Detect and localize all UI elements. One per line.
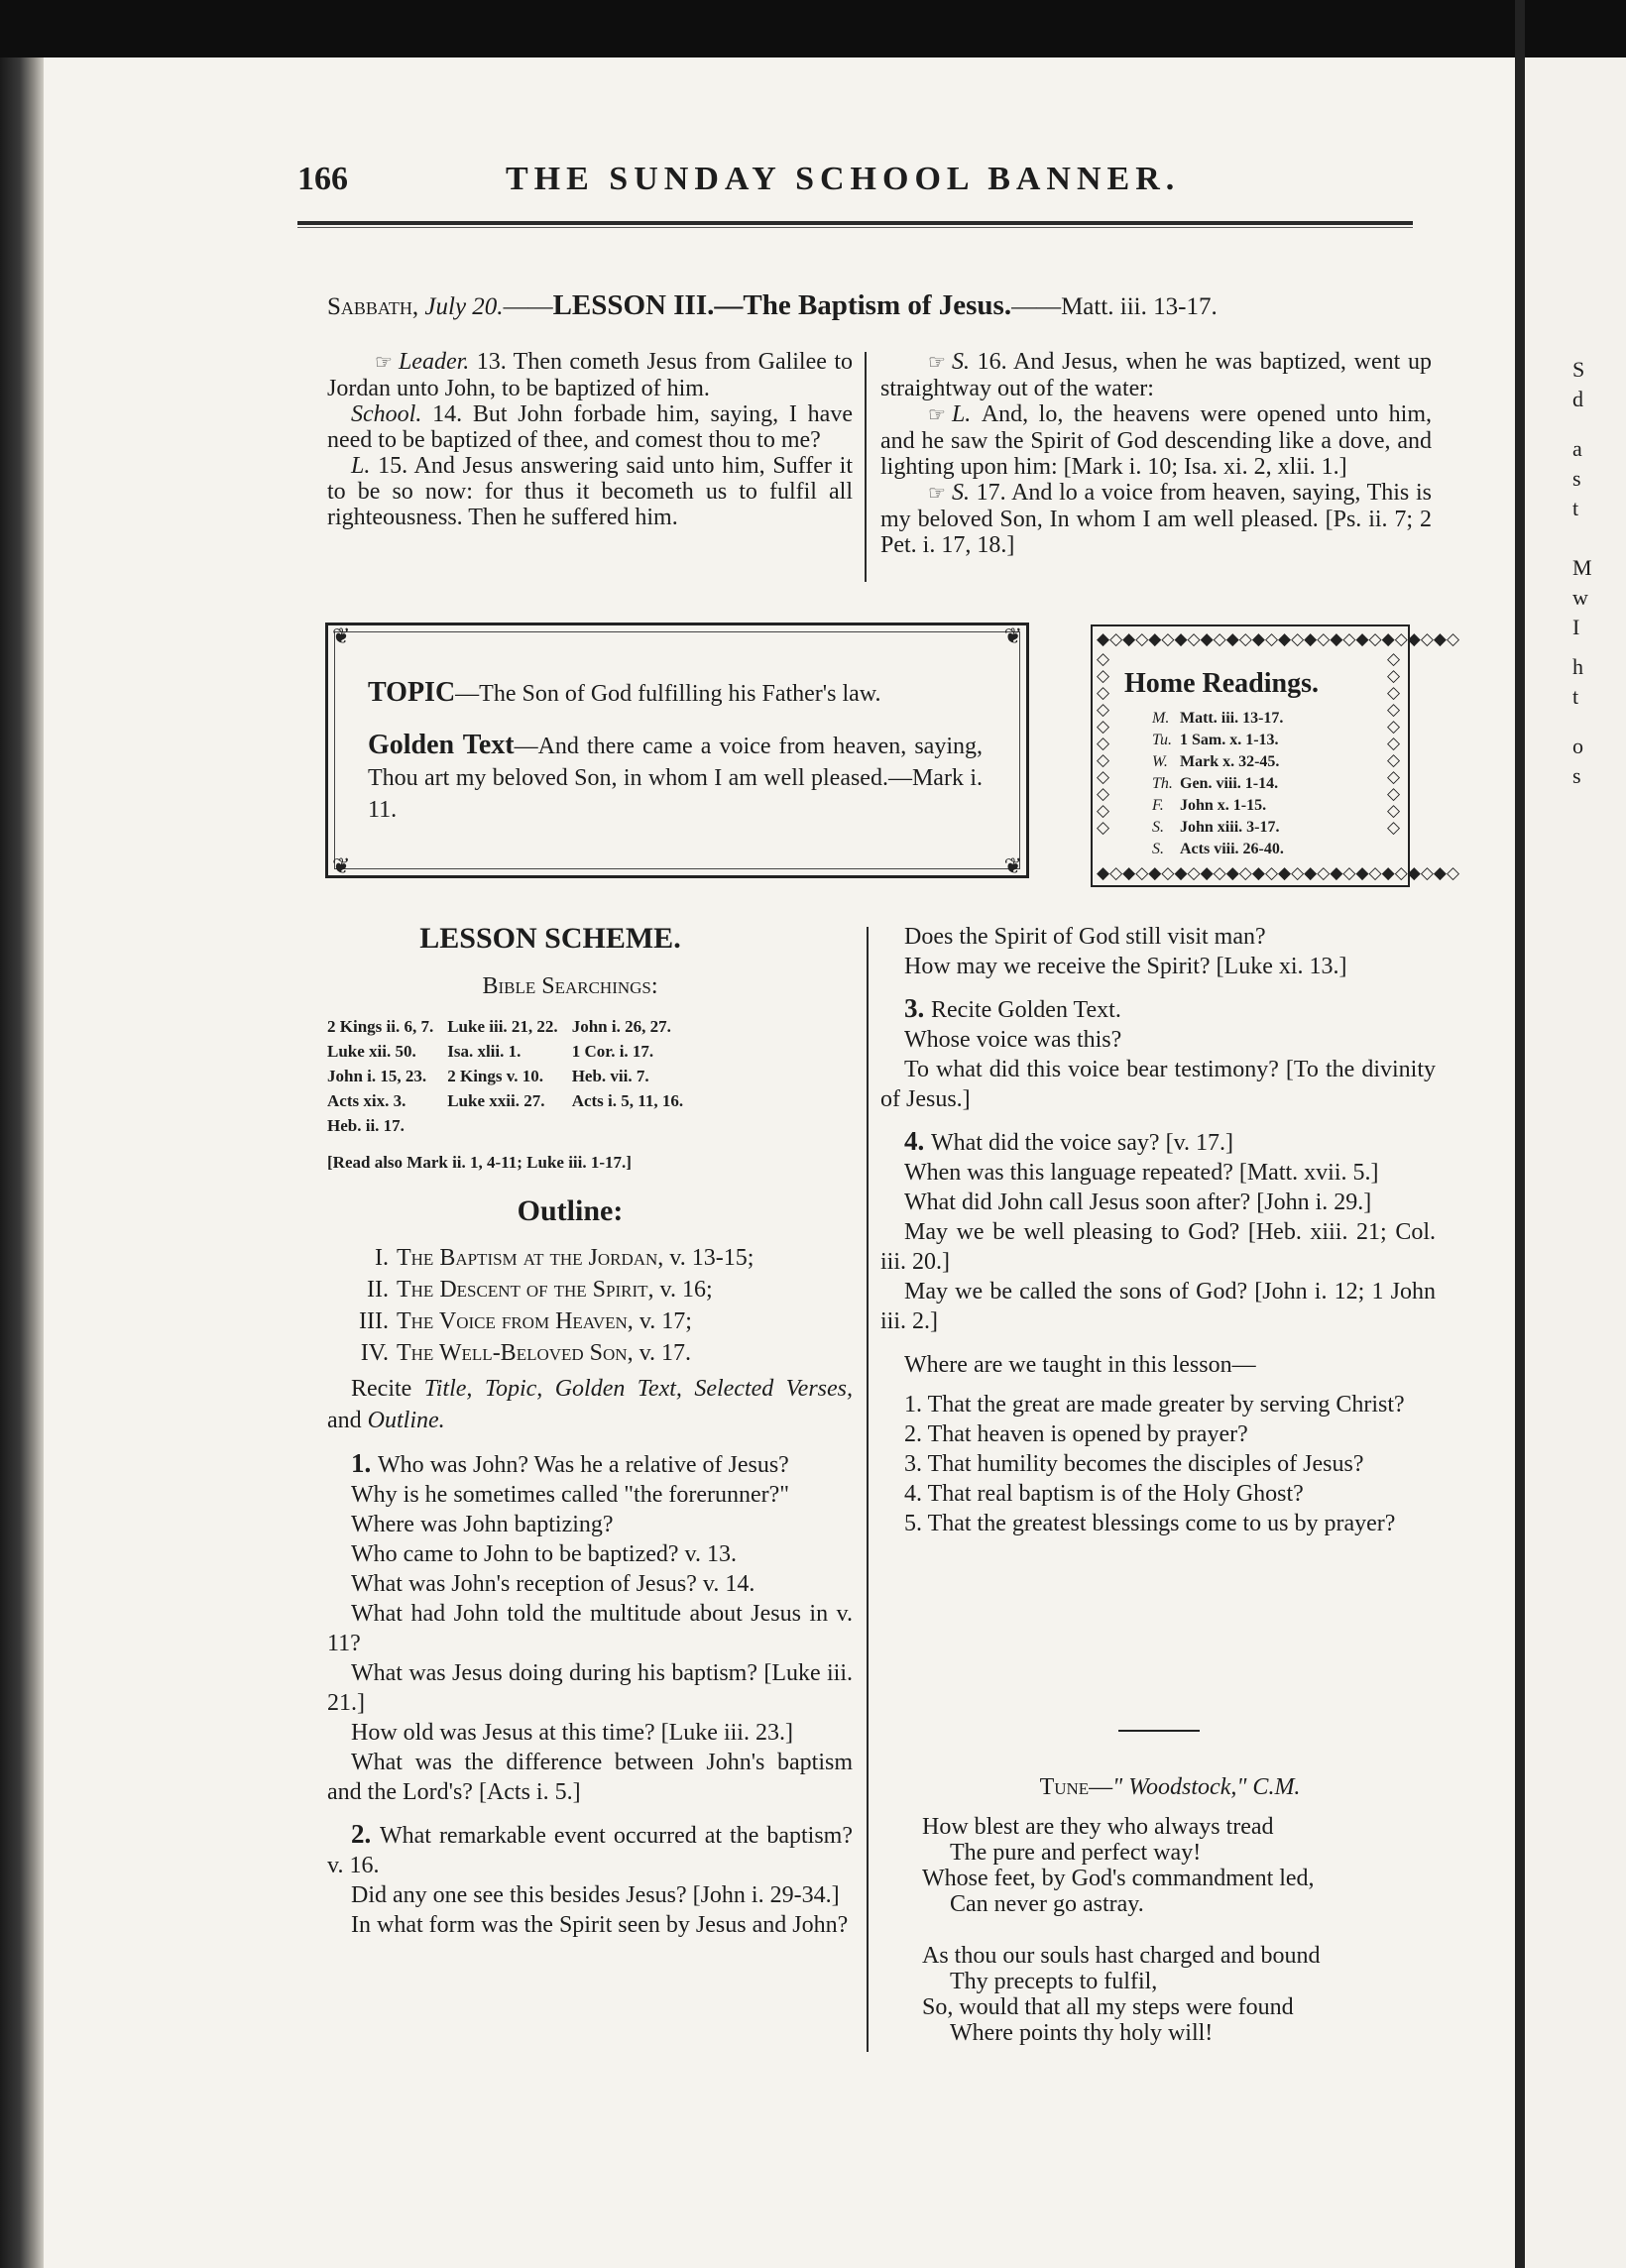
reference-cell: John i. 15, 23. (327, 1067, 427, 1085)
home-readings-box (1091, 624, 1460, 887)
lesson-dash: — (714, 289, 744, 321)
question (880, 952, 1436, 981)
reading-ref: John x. 1-15. (1180, 797, 1267, 814)
speaker-label: S. (951, 349, 978, 375)
verse-text: 13. Then cometh Jesus from Galilee to Jordan unto John, to be baptized of him. (327, 349, 853, 401)
reading-day: Tu. (1152, 732, 1173, 748)
question-text: Who was John? Was he a relative of Jesus? (378, 1452, 789, 1478)
question (880, 1277, 1436, 1336)
question (880, 1158, 1436, 1188)
reference-cell: John i. 26, 27. (571, 1017, 671, 1036)
ornament-border-left: ◇ ◇ ◇ ◇ ◇ ◇ ◇ ◇ ◇ ◇ ◇ (1097, 649, 1110, 837)
question-text: Why is he sometimes called "the forerunner?" (351, 1482, 790, 1508)
question-text: Who came to John to be baptized? v. 13. (351, 1541, 737, 1567)
question (327, 1880, 853, 1910)
facing-page-letter: d (1572, 387, 1583, 411)
outline-item (327, 1274, 853, 1305)
pointing-hand-icon: ☞ (375, 352, 393, 374)
home-reading-item (1152, 730, 1284, 751)
reading-day: F. (1152, 797, 1164, 814)
reading-ref: 1 Sam. x. 1-13. (1180, 732, 1279, 748)
outline-numeral: II. (367, 1277, 389, 1303)
outline-heading: The Descent of the Spirit, (397, 1277, 660, 1303)
outline-item (327, 1337, 853, 1369)
question-number: 3. (904, 993, 931, 1023)
reference-row (327, 1039, 697, 1064)
outline-heading: The Voice from Heaven, (397, 1308, 639, 1334)
outline-heading: The Baptism at the Jordan, (397, 1245, 670, 1271)
question-text: How old was Jesus at this time? [Luke iii. 23.] (351, 1720, 793, 1746)
question (327, 1480, 853, 1510)
header-rule (297, 221, 1413, 225)
question-text: What did the voice say? [v. 17.] (931, 1130, 1234, 1156)
hymn-line: So, would that all my steps were found (922, 1994, 1294, 2020)
facing-page-letter: I (1572, 615, 1580, 639)
questions-right (880, 922, 1436, 1538)
facing-page-letter: s (1572, 466, 1581, 491)
question (327, 1569, 853, 1599)
reading-day: W. (1152, 753, 1168, 770)
facing-page-letter: M (1572, 555, 1592, 580)
question (880, 1350, 1436, 1380)
facing-page-letter: a (1572, 436, 1582, 461)
column-divider (867, 927, 869, 2052)
hymn-line: Whose feet, by God's commandment led, (922, 1866, 1315, 1891)
corner-ornament: ❦ (332, 853, 351, 878)
outline-numeral: I. (375, 1245, 389, 1271)
outline-item (327, 1305, 853, 1337)
hymn-line: Thy precepts to fulfil, (950, 1969, 1158, 1994)
question-number: 4. (904, 1126, 931, 1156)
reference-cell: 2 Kings ii. 6, 7. (327, 1017, 434, 1036)
lesson-number: LESSON III. (552, 289, 715, 321)
reading-ref: Matt. iii. 13-17. (1180, 710, 1284, 727)
outline-numeral: IV. (360, 1340, 389, 1366)
outline-ref: v. 16; (659, 1277, 713, 1303)
reading-ref: Gen. viii. 1-14. (1180, 775, 1279, 792)
responsive-reading-right (880, 349, 1432, 558)
question (327, 1658, 853, 1718)
responsive-verse (880, 349, 1432, 401)
reading-ref: Acts viii. 26-40. (1180, 841, 1284, 857)
question (880, 1479, 1436, 1509)
hymn-line: Can never go astray. (950, 1891, 1144, 1917)
verse-text: 15. And Jesus answering said unto him, Suffer it to be so now: for thus it becometh us to fulfil all righteousness. Then he suffered him. (327, 453, 853, 530)
topic-text: —The Son of God fulfilling his Father's law. (455, 681, 881, 707)
corner-ornament: ❦ (1003, 624, 1022, 648)
reference-row (327, 1088, 697, 1113)
question (880, 1449, 1436, 1479)
question-number: 1. (351, 1448, 378, 1478)
lesson-date: July 20. (424, 293, 504, 320)
topic-text-block (368, 677, 983, 826)
question-text: Recite Golden Text. (931, 997, 1121, 1023)
reference-row (327, 1014, 697, 1039)
home-reading-item (1152, 795, 1284, 817)
outline-item (327, 1242, 853, 1274)
question-text: In what form was the Spirit seen by Jesus and John? (351, 1912, 849, 1938)
responsive-verse (880, 480, 1432, 558)
outline-ref: v. 17. (639, 1340, 692, 1366)
hymn-line: How blest are they who always tread (922, 1814, 1274, 1840)
question-number: 2. (351, 1819, 380, 1849)
reference-cell: 2 Kings v. 10. (447, 1067, 544, 1085)
verse-text: And, lo, the heavens were opened unto him, and he saw the Spirit of God descending like a dove, and lighting upon him: [Mark i. 10; Isa. xi. 2, xlii. 1.] (880, 401, 1432, 480)
corner-ornament: ❦ (1003, 853, 1022, 878)
pointing-hand-icon: ☞ (928, 483, 946, 505)
reference-cell (447, 1113, 571, 1138)
question (327, 1819, 853, 1880)
reference-row (327, 1113, 697, 1138)
reading-ref: John xiii. 3-17. (1180, 819, 1280, 836)
home-reading-item (1152, 839, 1284, 860)
speaker-label: Leader. (398, 349, 477, 375)
question-text: What did John call Jesus soon after? [John i. 29.] (904, 1190, 1372, 1215)
question-text: How may we receive the Spirit? [Luke xi. 13.] (904, 954, 1347, 979)
question (327, 1718, 853, 1748)
facing-page-letter: t (1572, 496, 1579, 520)
reference-row (327, 1064, 697, 1088)
tune-label: Tune— (1039, 1774, 1113, 1800)
question (880, 1217, 1436, 1277)
bible-searchings-heading: Bible Searchings: (482, 973, 658, 999)
question (880, 1025, 1436, 1055)
golden-text-label: Golden Text (368, 730, 515, 760)
golden-text: —And there came a voice from heaven, saying, Thou art my beloved Son, in whom I am well pleased.—Mark i. 11. (368, 734, 983, 823)
reading-day: S. (1152, 841, 1164, 857)
recite-instruction (327, 1373, 853, 1436)
lesson-scripture-ref: Matt. iii. 13-17. (1061, 293, 1218, 320)
questions-right-column (880, 922, 1436, 1538)
facing-page-letter: o (1572, 734, 1583, 758)
reference-cell: 1 Cor. i. 17. (571, 1042, 654, 1061)
outline-title: Outline: (517, 1194, 624, 1227)
outline-numeral: III. (359, 1308, 389, 1334)
page-gutter (1515, 0, 1525, 2268)
question-text: What had John told the multitude about Jesus in v. 11? (327, 1601, 853, 1656)
reading-ref: Mark x. 32-45. (1180, 753, 1280, 770)
header-rule-thin (297, 227, 1413, 228)
facing-page-letter: h (1572, 654, 1583, 679)
outline-ref: v. 17; (639, 1308, 692, 1334)
home-readings-title: Home Readings. (1124, 668, 1319, 699)
question-text: When was this language repeated? [Matt. xvii. 5.] (904, 1160, 1379, 1186)
topic-box (325, 623, 1029, 878)
responsive-verse (880, 401, 1432, 480)
home-readings-list (1152, 708, 1284, 860)
home-reading-item (1152, 817, 1284, 839)
question (880, 922, 1436, 952)
question-text: 4. That real baptism is of the Holy Ghost? (904, 1481, 1304, 1507)
question (880, 1188, 1436, 1217)
home-reading-item (1152, 773, 1284, 795)
question-text: What was the difference between John's baptism and the Lord's? [Acts i. 5.] (327, 1750, 853, 1805)
recite-items: Title, Topic, Golden Text, Selected Verses, (423, 1376, 854, 1402)
responsive-reading-left (327, 349, 853, 530)
recite-word: Recite (351, 1376, 412, 1402)
home-reading-item (1152, 751, 1284, 773)
reading-day: M. (1152, 710, 1170, 727)
facing-page-letter: s (1572, 763, 1581, 788)
reference-cell: Heb. vii. 7. (571, 1067, 649, 1085)
read-also-note: [Read also Mark ii. 1, 4-11; Luke iii. 1-17.] (327, 1153, 632, 1172)
home-reading-item (1152, 708, 1284, 730)
reference-cell: Luke iii. 21, 22. (447, 1017, 558, 1036)
facing-page-letter: t (1572, 684, 1579, 709)
question-text: 1. That the great are made greater by serving Christ? (904, 1392, 1405, 1418)
question-text: 5. That the greatest blessings come to us by prayer? (904, 1511, 1396, 1536)
reference-cell: Isa. xlii. 1. (447, 1042, 522, 1061)
facing-page-letter: S (1572, 357, 1585, 382)
question (327, 1448, 853, 1480)
question-text: 3. That humility becomes the disciples of Jesus? (904, 1451, 1364, 1477)
responsive-verse (327, 401, 853, 453)
reference-cell: Luke xxii. 27. (447, 1091, 545, 1110)
question (327, 1599, 853, 1658)
reference-cell (572, 1113, 697, 1138)
lesson-dash: —— (503, 293, 553, 320)
lesson-title: The Baptism of Jesus. (743, 289, 1012, 321)
ornament-border-right: ◇ ◇ ◇ ◇ ◇ ◇ ◇ ◇ ◇ ◇ ◇ (1387, 649, 1401, 837)
speaker-label: S. (951, 480, 977, 506)
lesson-day: Sabbath, (327, 293, 419, 320)
reading-day: Th. (1152, 775, 1173, 792)
question-text: What remarkable event occurred at the baptism? v. 16. (327, 1823, 853, 1878)
ornament-border-bottom: ◆◇◆◇◆◇◆◇◆◇◆◇◆◇◆◇◆◇◆◇◆◇◆◇◆◇◆◇ (1097, 863, 1460, 882)
question-text: May we be well pleasing to God? [Heb. xiii. 21; Col. iii. 20.] (880, 1219, 1436, 1275)
verse-text: 16. And Jesus, when he was baptized, went up straightway out of the water: (880, 349, 1432, 401)
pointing-hand-icon: ☞ (928, 352, 946, 374)
recite-and: and (327, 1408, 362, 1433)
topic-label: TOPIC (368, 677, 456, 708)
verse-text: 17. And lo a voice from heaven, saying, This is my beloved Son, In whom I am well pleased. [Ps. ii. 7; 2 Pet. i. 17, 18.] (880, 480, 1433, 558)
question (880, 1126, 1436, 1158)
reference-cell: Heb. ii. 17. (327, 1116, 405, 1135)
reference-cell: Acts xix. 3. (327, 1091, 406, 1110)
reference-cell: Acts i. 5, 11, 16. (571, 1091, 684, 1110)
column-divider (865, 352, 867, 582)
hymn-lines (922, 1814, 1418, 2046)
question (327, 1748, 853, 1807)
question (880, 1390, 1436, 1419)
outline-ref: v. 13-15; (669, 1245, 755, 1271)
pointing-hand-icon: ☞ (928, 404, 946, 426)
facing-page (1525, 57, 1626, 2268)
corner-ornament: ❦ (332, 624, 351, 648)
hymn-tune (922, 1774, 1418, 1800)
question (880, 1055, 1436, 1114)
recite-outline: Outline. (367, 1408, 445, 1433)
responsive-verse (327, 453, 853, 530)
question-text: What was Jesus doing during his baptism? [Luke iii. 21.] (327, 1660, 853, 1716)
question-text: Does the Spirit of God still visit man? (904, 924, 1266, 950)
lesson-scheme-column (327, 922, 853, 1940)
question-text: 2. That heaven is opened by prayer? (904, 1421, 1248, 1447)
section-rule (1118, 1730, 1200, 1732)
question-text: Did any one see this besides Jesus? [John i. 29-34.] (351, 1882, 840, 1908)
hymn-line: As thou our souls hast charged and bound (922, 1943, 1321, 1969)
verse-text: 14. But John forbade him, saying, I have need to be baptized of thee, and comest thou to me? (327, 401, 853, 453)
question-text: Whose voice was this? (904, 1027, 1122, 1053)
outline-heading: The Well-Beloved Son, (397, 1340, 639, 1366)
question (880, 1419, 1436, 1449)
question-text: Where was John baptizing? (351, 1512, 614, 1537)
reference-cell: Luke xii. 50. (327, 1042, 416, 1061)
question-text: May we be called the sons of God? [John i. 12; 1 John iii. 2.] (880, 1279, 1436, 1334)
outline-list (327, 1242, 853, 1369)
question (327, 1539, 853, 1569)
scanner-top-edge (0, 0, 1626, 57)
reading-day: S. (1152, 819, 1164, 836)
page-number: 166 (297, 161, 348, 197)
speaker-label: School. (351, 401, 433, 427)
hymn-line: Where points thy holy will! (950, 2020, 1214, 2046)
question-text: Where are we taught in this lesson— (904, 1352, 1256, 1378)
speaker-label: L. (951, 401, 982, 427)
responsive-verse (327, 349, 853, 401)
hymn-line: The pure and perfect way! (950, 1840, 1202, 1866)
ornament-border-top: ◆◇◆◇◆◇◆◇◆◇◆◇◆◇◆◇◆◇◆◇◆◇◆◇◆◇◆◇ (1097, 629, 1460, 648)
lesson-dash: —— (1011, 293, 1062, 320)
question (327, 1910, 853, 1940)
questions-left (327, 1448, 853, 1940)
lesson-heading (327, 289, 1418, 322)
running-title: THE SUNDAY SCHOOL BANNER. (506, 161, 1181, 197)
speaker-label: L. (351, 453, 379, 479)
facing-page-letter: w (1572, 585, 1588, 610)
lesson-scheme-title: LESSON SCHEME. (419, 922, 681, 955)
hymn (922, 1774, 1418, 2046)
question-text: What was John's reception of Jesus? v. 14. (351, 1571, 755, 1597)
question (880, 993, 1436, 1025)
question (880, 1509, 1436, 1538)
bible-searchings-table (327, 1014, 697, 1138)
question-text: To what did this voice bear testimony? [To the divinity of Jesus.] (880, 1057, 1436, 1112)
tune-name: " Woodstock," C.M. (1112, 1774, 1301, 1800)
hymn-line (922, 1917, 1418, 1943)
question (327, 1510, 853, 1539)
book-spine-edge (0, 57, 44, 2268)
